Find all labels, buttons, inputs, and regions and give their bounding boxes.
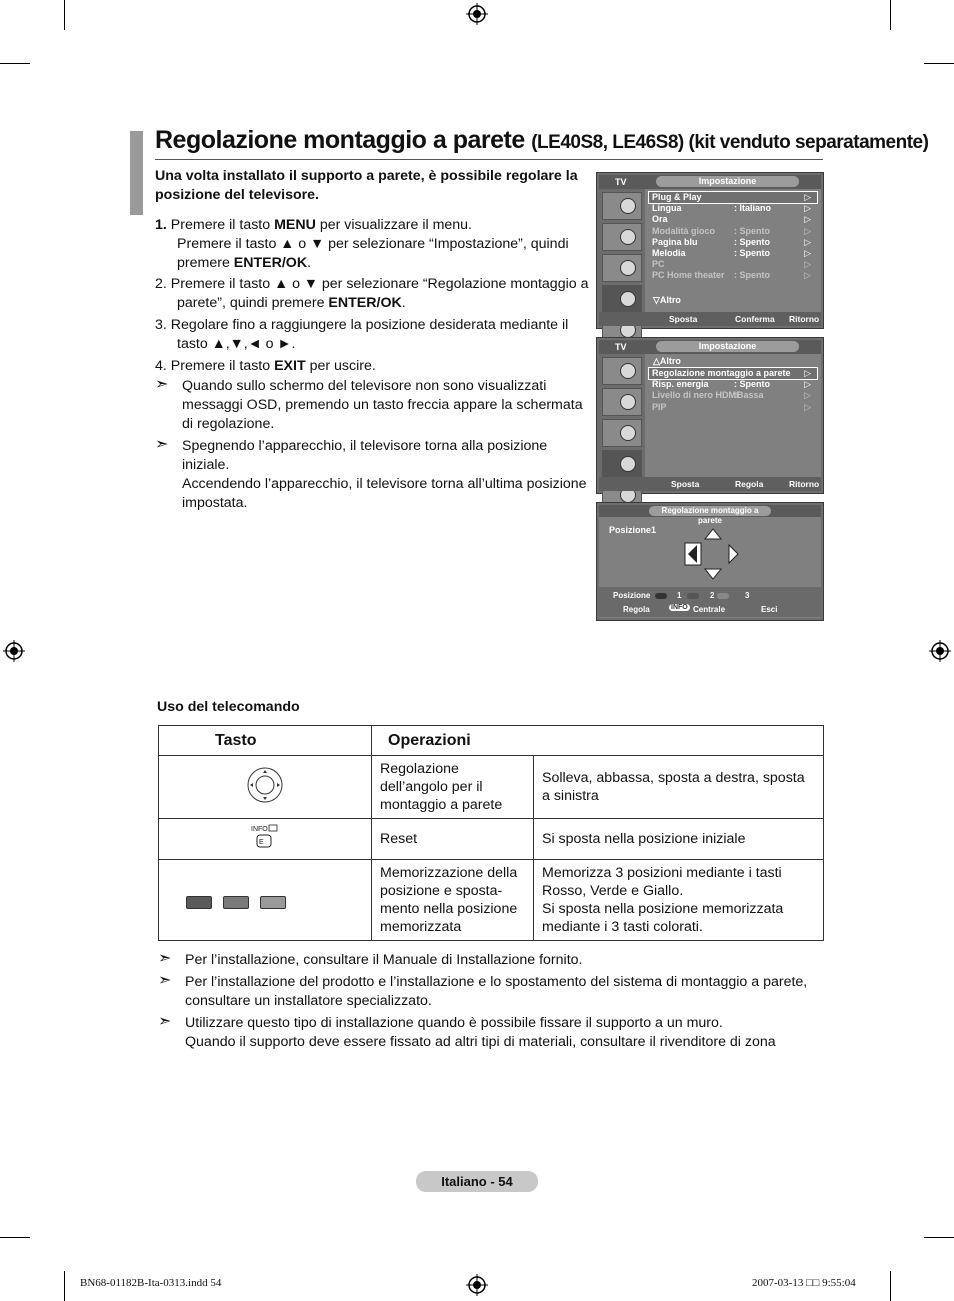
yellow-button-icon [260,896,286,909]
note-body [185,951,824,970]
position-slot-2-marker [687,593,699,599]
file-slug: BN68-01182B-Ita-0313.indd 54 [80,1277,222,1289]
note-arrow-icon: ➣ [155,436,169,453]
note-item [158,1014,824,1052]
menu-item [649,259,817,270]
menu-item [649,203,817,214]
svg-text:INFO: INFO [251,825,268,833]
page-title [155,126,928,155]
registration-mark-icon [3,640,25,662]
crop-mark [924,1237,954,1238]
menu-item [649,379,817,390]
step-text: Premere il tasto ▲ o ▼ per selezionare “Impostazione”, quindi premere [177,236,569,271]
intro-text: Una volta installato il supporto a parete, è possibile regolare la posizione del televisore. [155,168,578,203]
table-row [159,756,824,819]
footer-adjust: Regola [735,479,764,489]
menu-list [649,368,817,413]
note-line: Quando il supporto deve essere fissato ad altri tipi di materiali, consultare il rivenditore di zona [185,1034,776,1050]
key-name: ENTER/OK [328,295,402,311]
position-slot-3-marker [717,593,729,599]
menu-footer [599,312,821,326]
page-number: Italiano - 54 [416,1171,538,1192]
description-line: Memorizza 3 posizioni mediante i tasti Rosso, Verde e Giallo. [542,865,782,899]
menu-item-value: : Spento [734,270,770,281]
position-1: 1 [677,591,682,600]
menu-item [649,192,817,203]
footer-center: Centrale [693,605,726,614]
crop-mark [924,63,954,64]
step-item [155,357,595,376]
menu-header: Regolazione montaggio a parete [649,506,771,516]
red-button-icon [186,896,212,909]
step-text: per visualizzare il menu. [315,217,472,233]
menu-item-label: Lingua [652,203,682,214]
note-line: Utilizzare questo tipo di installazione quando è possibile fissare il supporto a un muro. [185,1015,723,1031]
note-item [155,437,595,513]
remote-operations-table [158,725,824,941]
step-line [155,216,595,235]
info-button-icon [159,819,372,860]
tv-label: TV [615,342,627,352]
title-accent-bar [130,131,143,215]
menu-item-label: Ora [652,214,668,225]
step-text: Premere il tasto [170,217,275,233]
registration-mark-icon [466,3,488,25]
note-body [185,1014,824,1052]
note-line: Accendendo l’apparecchio, il televisore torna all’ultima posizione impostata. [182,476,587,511]
info-badge: INFO [671,604,688,611]
menu-item-label: Livello di nero HDMI [652,390,739,401]
note-arrow-icon: ➣ [158,950,172,967]
menu-sidebar [599,189,645,312]
direction-arrows-icon [683,527,743,581]
submenu-arrow-icon: ▷ [804,192,811,202]
menu-item-value: :Bassa [734,390,764,401]
note-arrow-icon: ➣ [158,1013,172,1030]
crop-mark [64,0,65,30]
key-name: ENTER/OK [233,255,308,271]
submenu-arrow-icon: ▷ [804,259,811,270]
menu-item-value: : Italiano [734,203,772,214]
key-name: EXIT [274,358,306,374]
position-2: 2 [710,591,715,600]
step-line [155,316,595,354]
menu-item-value: : Spento [734,247,770,258]
picture-menu-icon [602,192,642,220]
menu-list [649,192,817,282]
setup-menu-icon [602,450,642,478]
more-item: △Altro [653,356,681,366]
position-bar-label: Posizione [613,591,651,600]
color-buttons-icon [159,860,372,941]
step-line [155,357,595,376]
step-item [155,275,595,313]
title-divider [155,159,823,160]
crop-mark [0,1237,30,1238]
menu-item-label: PIP [652,401,667,412]
menu-item-label: Regolazione montaggio a parete [652,368,791,378]
note-arrow-icon: ➣ [155,376,169,393]
note-item [158,973,824,1011]
submenu-arrow-icon: ▷ [804,401,811,412]
menu-item-label: Melodia [652,247,686,258]
menu-item [649,214,817,225]
note-body [185,973,824,1011]
step-number: 2. [155,276,167,292]
menu-item-label: Pagina blu [652,236,698,247]
menu-item [649,237,817,248]
description-cell [534,860,824,941]
menu-item [649,390,817,401]
step-number: 1. [155,217,167,233]
submenu-arrow-icon: ▷ [804,390,811,401]
tv-screen-wall-mount [596,502,824,621]
sound-menu-icon [602,223,642,251]
position-3: 3 [745,591,750,600]
registration-mark-icon [929,640,951,662]
header-key: Tasto [159,726,372,756]
crop-mark [0,63,30,64]
submenu-arrow-icon: ▷ [804,270,811,281]
step-line [155,235,595,273]
channel-menu-icon [602,419,642,447]
title-sub: (LE40S8, LE46S8) (kit venduto separatamente) [531,132,929,153]
menu-sidebar [599,354,645,477]
table-caption: Uso del telecomando [157,699,300,715]
step-text: . [401,295,406,311]
note-body [182,377,595,434]
note-line: Quando sullo schermo del televisore non sono visualizzati messaggi OSD, premendo un tasto freccia appare la schermata di regolazione. [182,378,583,432]
menu-item-label: Risp. energia [652,379,709,390]
note-item [155,377,595,434]
submenu-arrow-icon: ▷ [804,236,811,247]
description-line: Si sposta nella posizione memorizzata mediante i 3 tasti colorati. [542,901,784,935]
step-text: Premere il tasto [170,358,275,374]
setup-menu-icon [602,285,642,313]
note-item [158,951,824,970]
menu-item-value: : Spento [734,225,770,236]
menu-item-label: PC [652,259,665,270]
footer-return: Ritorno [789,479,820,489]
step-text: per uscire. [305,358,376,374]
step-number: 4. [155,358,167,374]
date-slug: 2007-03-13 □□ 9:55:04 [752,1277,856,1289]
footer-exit: Esci [761,605,778,614]
position-bar [599,587,821,617]
menu-item-value: : Spento [734,379,770,390]
crop-mark [890,1271,891,1301]
crop-mark [890,0,891,30]
step-number: 3. [155,317,167,333]
channel-menu-icon [602,254,642,282]
menu-header: Impostazione [656,341,799,352]
operation-cell: Memorizzazione della posizione e sposta-mento nella posizione memorizzata [372,860,534,941]
menu-item [649,402,817,413]
menu-item-label: PC Home theater [652,270,725,281]
footer-adjust: Regola [623,605,650,614]
header-operations: Operazioni [372,726,824,756]
crop-mark [64,1271,65,1301]
note-line: Spegnendo l’apparecchio, il televisore torna alla posizione iniziale. [182,438,548,473]
table-row [159,860,824,941]
dpad-icon [159,756,372,819]
tv-label: TV [615,177,627,187]
submenu-arrow-icon: ▷ [804,214,811,225]
step-item [155,316,595,354]
submenu-arrow-icon: ▷ [804,368,811,378]
menu-item [649,368,817,379]
footer-move: Sposta [669,314,698,324]
more-item: ▽Altro [653,295,681,305]
table-header-row [159,726,824,756]
menu-item-label: Plug & Play [652,192,702,202]
submenu-arrow-icon: ▷ [804,379,811,390]
operation-cell: Reset [372,819,534,860]
registration-mark-icon [466,1274,488,1296]
step-line [155,275,595,313]
title-main: Regolazione montaggio a parete [155,126,525,154]
menu-item-value: : Spento [734,236,770,247]
key-name: MENU [274,217,316,233]
note-line: Per l’installazione del prodotto e l’installazione e lo spostamento del sistema di montaggio a parete, consultare un installatore specializzato. [185,974,808,1009]
submenu-arrow-icon: ▷ [804,225,811,236]
step-text: Premere il tasto ▲ o ▼ per selezionare “Regolazione montaggio a parete”, quindi premere [170,276,589,311]
note-arrow-icon: ➣ [158,972,172,989]
tv-screen-setup-1 [596,172,824,329]
footer-move: Sposta [671,479,700,489]
note-line: Per l’installazione, consultare il Manuale di Installazione fornito. [185,952,583,968]
menu-item [649,248,817,259]
note-body [182,437,595,513]
tv-screen-setup-2 [596,337,824,494]
menu-item [649,226,817,237]
position-slot-1-marker [655,593,667,599]
position-label: Posizione1 [609,525,657,535]
svg-text:E: E [259,838,264,846]
submenu-arrow-icon: ▷ [804,247,811,258]
step-text: Regolare fino a raggiungere la posizione desiderata mediante il tasto ▲,▼,◄ o ►. [170,317,569,352]
menu-item-label: Modalità gioco [652,225,715,236]
step-item [155,216,595,273]
picture-menu-icon [602,357,642,385]
operation-cell: Regolazione dell’angolo per il montaggio a parete [372,756,534,819]
menu-item [649,270,817,281]
footer-confirm: Conferma [735,314,775,324]
sound-menu-icon [602,388,642,416]
menu-footer [599,477,821,491]
table-row [159,819,824,860]
footer-return: Ritorno [789,314,820,324]
description-cell: Solleva, abbassa, sposta a destra, sposta a sinistra [534,756,824,819]
submenu-arrow-icon: ▷ [804,203,811,214]
description-cell: Si sposta nella posizione iniziale [534,819,824,860]
step-text: . [307,255,312,271]
menu-header: Impostazione [656,176,799,187]
green-button-icon [223,896,249,909]
